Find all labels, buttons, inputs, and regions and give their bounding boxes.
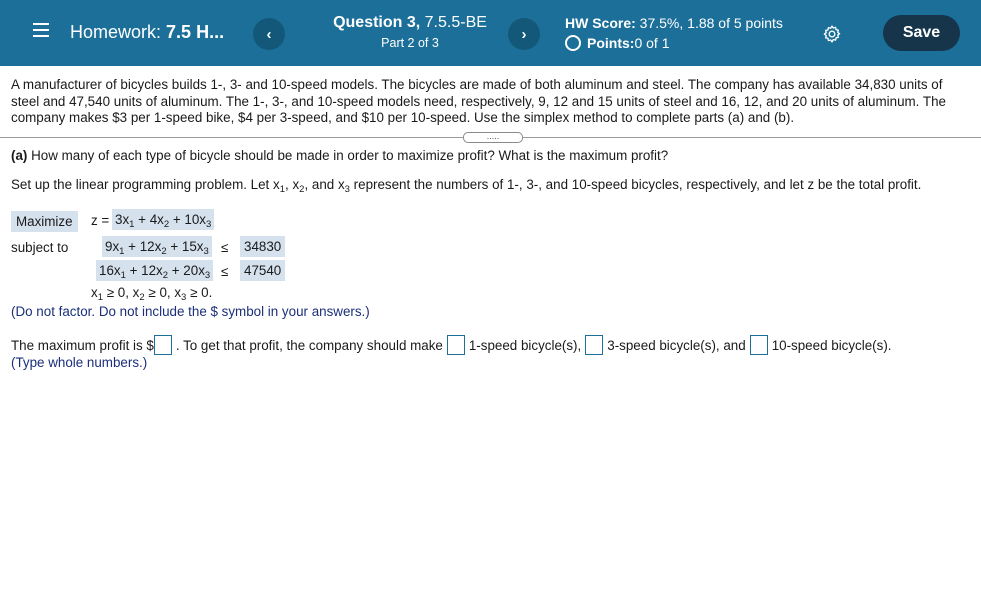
homework-title bbox=[70, 22, 224, 43]
subscript: 2 bbox=[299, 184, 305, 195]
maximize-label: Maximize bbox=[11, 211, 78, 232]
answer-text: . To get that profit, the company should make bbox=[175, 337, 443, 353]
answer-text: 10-speed bicycle(s). bbox=[771, 337, 892, 353]
points bbox=[565, 35, 669, 51]
homework-prefix: Homework: bbox=[70, 22, 162, 42]
subscript: 1 bbox=[97, 292, 103, 303]
question-title bbox=[300, 14, 520, 32]
setup-text: Set up the linear programming problem. Let x bbox=[11, 177, 280, 192]
nonnegativity-constraints bbox=[91, 285, 213, 303]
subscript: 1 bbox=[119, 246, 125, 257]
hw-score-value: 37.5%, 1.88 of 5 points bbox=[635, 15, 783, 31]
objective-input[interactable] bbox=[112, 209, 214, 230]
subscript: 2 bbox=[161, 246, 167, 257]
term: ≥ 0. bbox=[186, 285, 213, 300]
constraint-1-rhs[interactable]: 34830 bbox=[240, 236, 285, 257]
ten-speed-input[interactable] bbox=[750, 335, 768, 355]
top-bar bbox=[0, 0, 981, 66]
save-button[interactable]: Save bbox=[883, 15, 960, 51]
subscript: 1 bbox=[129, 219, 135, 230]
term: ≥ 0, x bbox=[144, 285, 182, 300]
subscript: 2 bbox=[162, 270, 169, 281]
constraint-2-operator: ≤ bbox=[221, 264, 229, 279]
constraint-2-input[interactable] bbox=[96, 260, 213, 281]
term: + 15x bbox=[166, 239, 204, 254]
setup-text: , x bbox=[285, 177, 300, 192]
answer-text: The maximum profit is $ bbox=[11, 337, 154, 353]
part-a-question bbox=[11, 148, 668, 163]
term: + 10x bbox=[169, 212, 207, 227]
homework-name: 7.5 H... bbox=[166, 22, 225, 42]
setup-text: represent the numbers of 1-, 3-, and 10-speed bicycles, respectively, and let z be the total profit. bbox=[349, 177, 922, 192]
part-a-label: (a) bbox=[11, 148, 28, 163]
setup-instructions bbox=[11, 177, 922, 195]
constraint-2-rhs[interactable]: 47540 bbox=[240, 260, 285, 281]
hw-score bbox=[565, 15, 783, 31]
problem-statement: A manufacturer of bicycles builds 1-, 3- and 10-speed models. The bicycles are made of both aluminum and steel. The company has available 34,830 units of steel and 47,540 units of aluminum. The 1-, 3-, and 10-speed models need, respectively, 9, 12 and 15 units of steel and 16, 12, and 20 units of aluminum. The company makes $3 per 1-speed bike, $4 per 3-speed, and $10 per 10-speed. Use the simplex method to complete parts (a) and (b). bbox=[11, 77, 946, 125]
subscript: 3 bbox=[203, 246, 209, 257]
term: 3x bbox=[115, 212, 130, 227]
gear-icon[interactable] bbox=[822, 24, 842, 44]
answer-sentence bbox=[11, 335, 892, 355]
term: ≥ 0, x bbox=[103, 285, 140, 300]
question-id: 7.5.5-BE bbox=[420, 14, 487, 31]
answer-text: 3-speed bicycle(s), and bbox=[607, 337, 746, 353]
term: x bbox=[91, 285, 98, 300]
chevron-right-icon: › bbox=[521, 25, 527, 43]
question-part: Part 2 of 3 bbox=[381, 36, 439, 50]
term: 16x bbox=[99, 263, 121, 278]
term: 9x bbox=[105, 239, 120, 254]
max-profit-input[interactable] bbox=[154, 335, 172, 355]
answer-text: 1-speed bicycle(s), bbox=[468, 337, 582, 353]
subscript: 3 bbox=[204, 270, 211, 281]
subscript: 3 bbox=[206, 219, 212, 230]
one-speed-input[interactable] bbox=[447, 335, 465, 355]
lp-note: (Do not factor. Do not include the $ symbol in your answers.) bbox=[11, 304, 370, 319]
subscript: 3 bbox=[344, 184, 350, 195]
subscript: 1 bbox=[120, 270, 126, 281]
setup-text: , and x bbox=[304, 177, 345, 192]
subject-to-label: subject to bbox=[11, 240, 69, 255]
status-circle-icon bbox=[565, 35, 581, 51]
menu-icon[interactable] bbox=[33, 23, 49, 41]
expand-toggle[interactable]: ..... bbox=[463, 132, 523, 143]
chevron-left-icon: ‹ bbox=[266, 25, 272, 43]
term: + 12x bbox=[125, 263, 163, 278]
subscript: 3 bbox=[181, 292, 187, 303]
term: + 20x bbox=[168, 263, 205, 278]
constraint-1-input[interactable] bbox=[102, 236, 212, 257]
subscript: 2 bbox=[139, 292, 145, 303]
z-equals: z = bbox=[91, 213, 110, 228]
hw-score-label: HW Score: bbox=[565, 15, 636, 31]
question-number: Question 3, bbox=[333, 14, 421, 31]
previous-question-button[interactable] bbox=[253, 18, 285, 50]
answer-note: (Type whole numbers.) bbox=[11, 355, 148, 370]
next-question-button[interactable] bbox=[508, 18, 540, 50]
term: + 12x bbox=[124, 239, 162, 254]
three-speed-input[interactable] bbox=[585, 335, 603, 355]
points-value: 0 of 1 bbox=[634, 35, 670, 51]
subscript: 2 bbox=[163, 219, 170, 230]
points-label: Points: bbox=[587, 35, 635, 51]
subscript: 1 bbox=[279, 184, 285, 195]
term: + 4x bbox=[134, 212, 164, 227]
part-a-text: How many of each type of bicycle should be made in order to maximize profit? What is the maximum profit? bbox=[27, 148, 669, 163]
constraint-1-operator: ≤ bbox=[221, 240, 229, 255]
